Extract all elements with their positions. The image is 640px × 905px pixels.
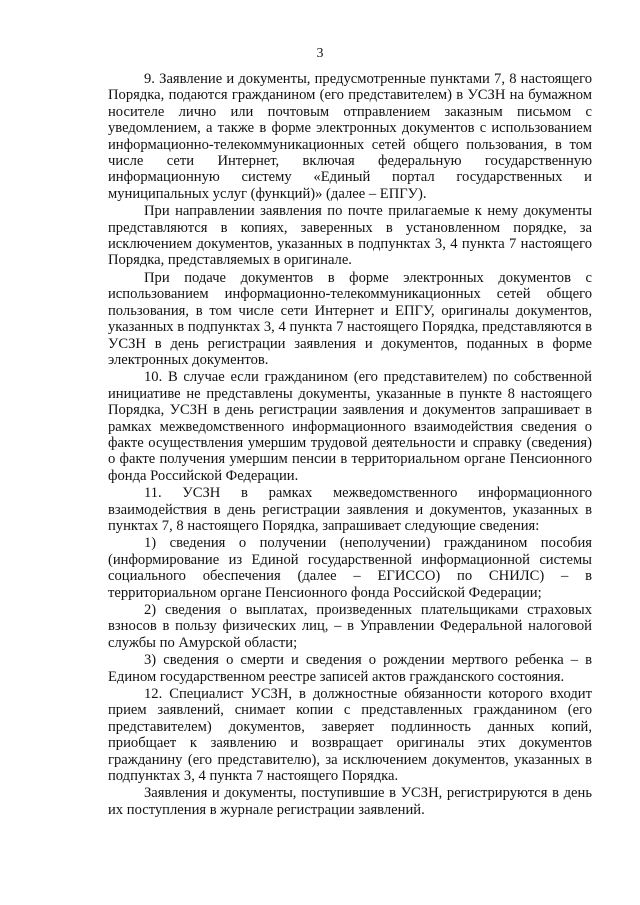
paragraph-item-9: 9. Заявление и документы, предусмотренные пунктами 7, 8 настоящего Порядка, подаются гражданином (его представителем) в УСЗН на бумажном носителе лично или почтовым отправлением заказным письмом с уведомлением, а также в форме электронных документов с использованием информационно-телекоммуникационных сетей общего пользования, в том числе сети Интернет, включая федеральную государственную информационную систему «Единый портал государственных и муниципальных услуг (функций)» (далее – ЕПГУ). <box>108 71 592 202</box>
page-body <box>108 71 592 819</box>
paragraph-electronic-submission: При подаче документов в форме электронных документов с использованием информационно-телекоммуникационных сетей общего пользования, в том числе сети Интернет и ЕПГУ, оригиналы документов, указанных в подпунктах 3, 4 пункта 7 настоящего Порядка, представляются в УСЗН в день регистрации заявления и документов, поданных в форме электронных документов. <box>108 269 592 368</box>
page-number: 3 <box>316 46 324 61</box>
subitem-11-3: 3) сведения о смерти и сведения о рождении мертвого ребенка – в Едином государственном реестре записей актов гражданского состояния. <box>108 652 592 685</box>
paragraph-registration: Заявления и документы, поступившие в УСЗН, регистрируются в день их поступления в журнале регистрации заявлений. <box>108 785 592 818</box>
paragraph-item-11: 11. УСЗН в рамках межведомственного информационного взаимодействия в день регистрации заявления и документов, указанных в пунктах 7, 8 настоящего Порядка, запрашивает следующие сведения: <box>108 485 592 534</box>
subitem-11-2: 2) сведения о выплатах, произведенных плательщиками страховых взносов в пользу физических лиц, – в Управлении Федеральной налоговой службы по Амурской области; <box>108 602 592 651</box>
paragraph-mail-submission: При направлении заявления по почте прилагаемые к нему документы представляются в копиях, заверенных в установленном порядке, за исключением документов, указанных в подпунктах 3, 4 пункта 7 настоящего Порядка, представляемых в оригинале. <box>108 203 592 269</box>
paragraph-item-12: 12. Специалист УСЗН, в должностные обязанности которого входит прием заявлений, снимает копии с представленных гражданином (его представителем) документов, заверяет подлинность данных копий, приобщает к заявлению и возвращает оригиналы этих документов гражданину (его представителю), за исключением документов, указанных в подпунктах 3, 4 пункта 7 настоящего Порядка. <box>108 686 592 785</box>
subitem-11-1: 1) сведения о получении (неполучении) гражданином пособия (информирование из Единой государственной информационной системы социального обеспечения (далее – ЕГИССО) по СНИЛС) – в территориальном органе Пенсионного фонда Российской Федерации; <box>108 535 592 601</box>
paragraph-item-10: 10. В случае если гражданином (его представителем) по собственной инициативе не представлены документы, указанные в пункте 8 настоящего Порядка, УСЗН в день регистрации заявления и документов запрашивает в рамках межведомственного информационного взаимодействия сведения о факте осуществления умершим трудовой деятельности и справку (сведения) о факте получения умершим пенсии в территориальном органе Пенсионного фонда Российской Федерации. <box>108 369 592 484</box>
